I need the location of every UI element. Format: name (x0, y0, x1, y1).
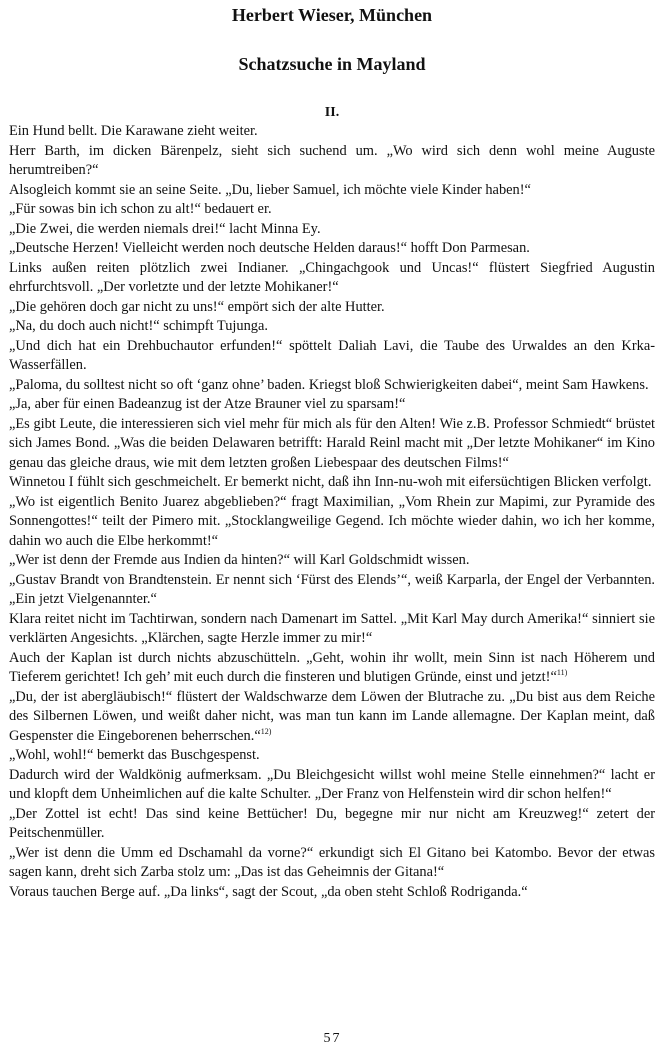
paragraph-text: Auch der Kaplan ist durch nichts abzuschütteln. „Geht, wohin ihr wollt, mein Sinn ist nach Höherem und Tieferem gerichtet! Ich geh’ mit euch durch die finsteren und blutigen Gründe, einst und jetzt!“ (9, 649, 655, 685)
paragraph: „Wohl, wohl!“ bemerkt das Buschgespenst. (9, 747, 260, 763)
story-body (9, 122, 655, 902)
paragraph: „Und dich hat ein Drehbuchautor erfunden!“ spöttelt Daliah Lavi, die Taube des Urwaldes an den Krka-Wasserfällen. (9, 337, 655, 373)
paragraph-with-footnote (9, 649, 655, 688)
footnote-marker: 12) (260, 726, 272, 736)
paragraph: „Wer ist denn der Fremde aus Indien da hinten?“ will Karl Goldschmidt wissen. (9, 552, 470, 568)
paragraph: „Der Zottel ist echt! Das sind keine Bettücher! Du, begegne mir nur nicht am Kreuzweg!“ zetert der Peitschenmüller. (9, 805, 655, 841)
paragraph-with-footnote (9, 688, 655, 747)
paragraph: „Deutsche Herzen! Vielleicht werden noch deutsche Helden daraus!“ hofft Don Parmesan. (9, 240, 530, 256)
paragraph: Links außen reiten plötzlich zwei Indianer. „Chingachgook und Uncas!“ flüstert Siegfried Augustin ehrfurchtsvoll. „Der vorletzte und der letzte Mohikaner!“ (9, 259, 655, 295)
page-number: 57 (323, 1031, 342, 1046)
paragraph: „Na, du doch auch nicht!“ schimpft Tujunga. (9, 318, 268, 334)
paragraph: „Ja, aber für einen Badeanzug ist der Atze Brauner viel zu sparsam!“ (9, 396, 406, 412)
author-heading: Herbert Wieser, München (231, 5, 433, 25)
paragraph: Voraus tauchen Berge auf. „Da links“, sagt der Scout, „da oben steht Schloß Rodriganda.“ (9, 883, 528, 900)
paragraph: „Die Zwei, die werden niemals drei!“ lacht Minna Ey. (9, 220, 321, 237)
paragraph: „Für sowas bin ich schon zu alt!“ bedauert er. (9, 201, 272, 217)
paragraph: Winnetou I fühlt sich geschmeichelt. Er bemerkt nicht, daß ihn Inn-nu-woh mit eifersüchtigen Blicken verfolgt. (9, 474, 652, 490)
footnote-marker: 11) (556, 668, 568, 678)
paragraph: „Wer ist denn die Umm ed Dschamahl da vorne?“ erkundigt sich El Gitano bei Katombo. Bevor der etwas sagen kann, dreht sich Zarba stolz um: „Das ist das Geheimnis der Gitana!“ (9, 844, 655, 880)
paragraph: Herr Barth, im dicken Bärenpelz, sieht sich suchend um. „Wo wird sich denn wohl meine Auguste herumtreiben?“ (9, 142, 655, 178)
paragraph: Ein Hund bellt. Die Karawane zieht weiter. (9, 123, 258, 139)
paragraph-text: „Du, der ist abergläubisch!“ flüstert der Waldschwarze dem Löwen der Blutrache zu. „Du bist aus dem Reiche des Silbernen Löwen, und weißt daher nicht, was man tun kann im Lande allemagne. Der Kaplan meint, daß Gespenster die Eingeborenen beherrschen.“ (9, 688, 655, 744)
paragraph: „Wo ist eigentlich Benito Juarez abgeblieben?“ fragt Maximilian, „Vom Rhein zur Mapimi, zur Pyramide des Sonnengottes!“ teilt der Pimero mit. „Stocklangweilige Gegend. Ich möchte wieder dahin, wo ich her komme, dahin wo auch die Elbe herkommt!“ (9, 493, 655, 549)
paragraph: Alsogleich kommt sie an seine Seite. „Du, lieber Samuel, ich möchte viele Kinder haben!“ (9, 181, 531, 198)
paragraph: Klara reitet nicht im Tachtirwan, sondern nach Damenart im Sattel. „Mit Karl May durch Amerika!“ sinniert sie verklärten Angesichts. „Klärchen, sagte Herzle immer zu mir!“ (9, 610, 655, 646)
paragraph: „Die gehören doch gar nicht zu uns!“ empört sich der alte Hutter. (9, 298, 385, 315)
paragraph: „Paloma, du solltest nicht so oft ‘ganz ohne’ baden. Kriegst bloß Schwierigkeiten dabei“, meint Sam Hawkens. (9, 376, 649, 393)
paragraph: „Es gibt Leute, die interessieren sich viel mehr für mich als für den Alten! Wie z.B. Professor Schmiedt“ brüstet sich James Bond. „Was die beiden Delawaren betrifft: Harald Reinl macht mit „Der letzte Mohikaner“ im Kino genau das gleiche draus, wie mit dem letzten großen Liebespaar des deutschen Films!“ (9, 415, 655, 471)
story-title: Schatzsuche in Mayland (238, 54, 426, 74)
section-number: II. (324, 105, 340, 120)
paragraph: „Gustav Brandt von Brandtenstein. Er nennt sich ‘Fürst des Elends’“, weiß Karparla, der Engel der Verbannten. „Ein jetzt Vielgenannter.“ (9, 571, 655, 607)
paragraph: Dadurch wird der Waldkönig aufmerksam. „Du Bleichgesicht willst wohl meine Stelle einnehmen?“ lacht er und klopft dem Unheimlichen auf die kalte Schulter. „Der Franz von Helfenstein wird dir schon helfen!“ (9, 766, 655, 802)
